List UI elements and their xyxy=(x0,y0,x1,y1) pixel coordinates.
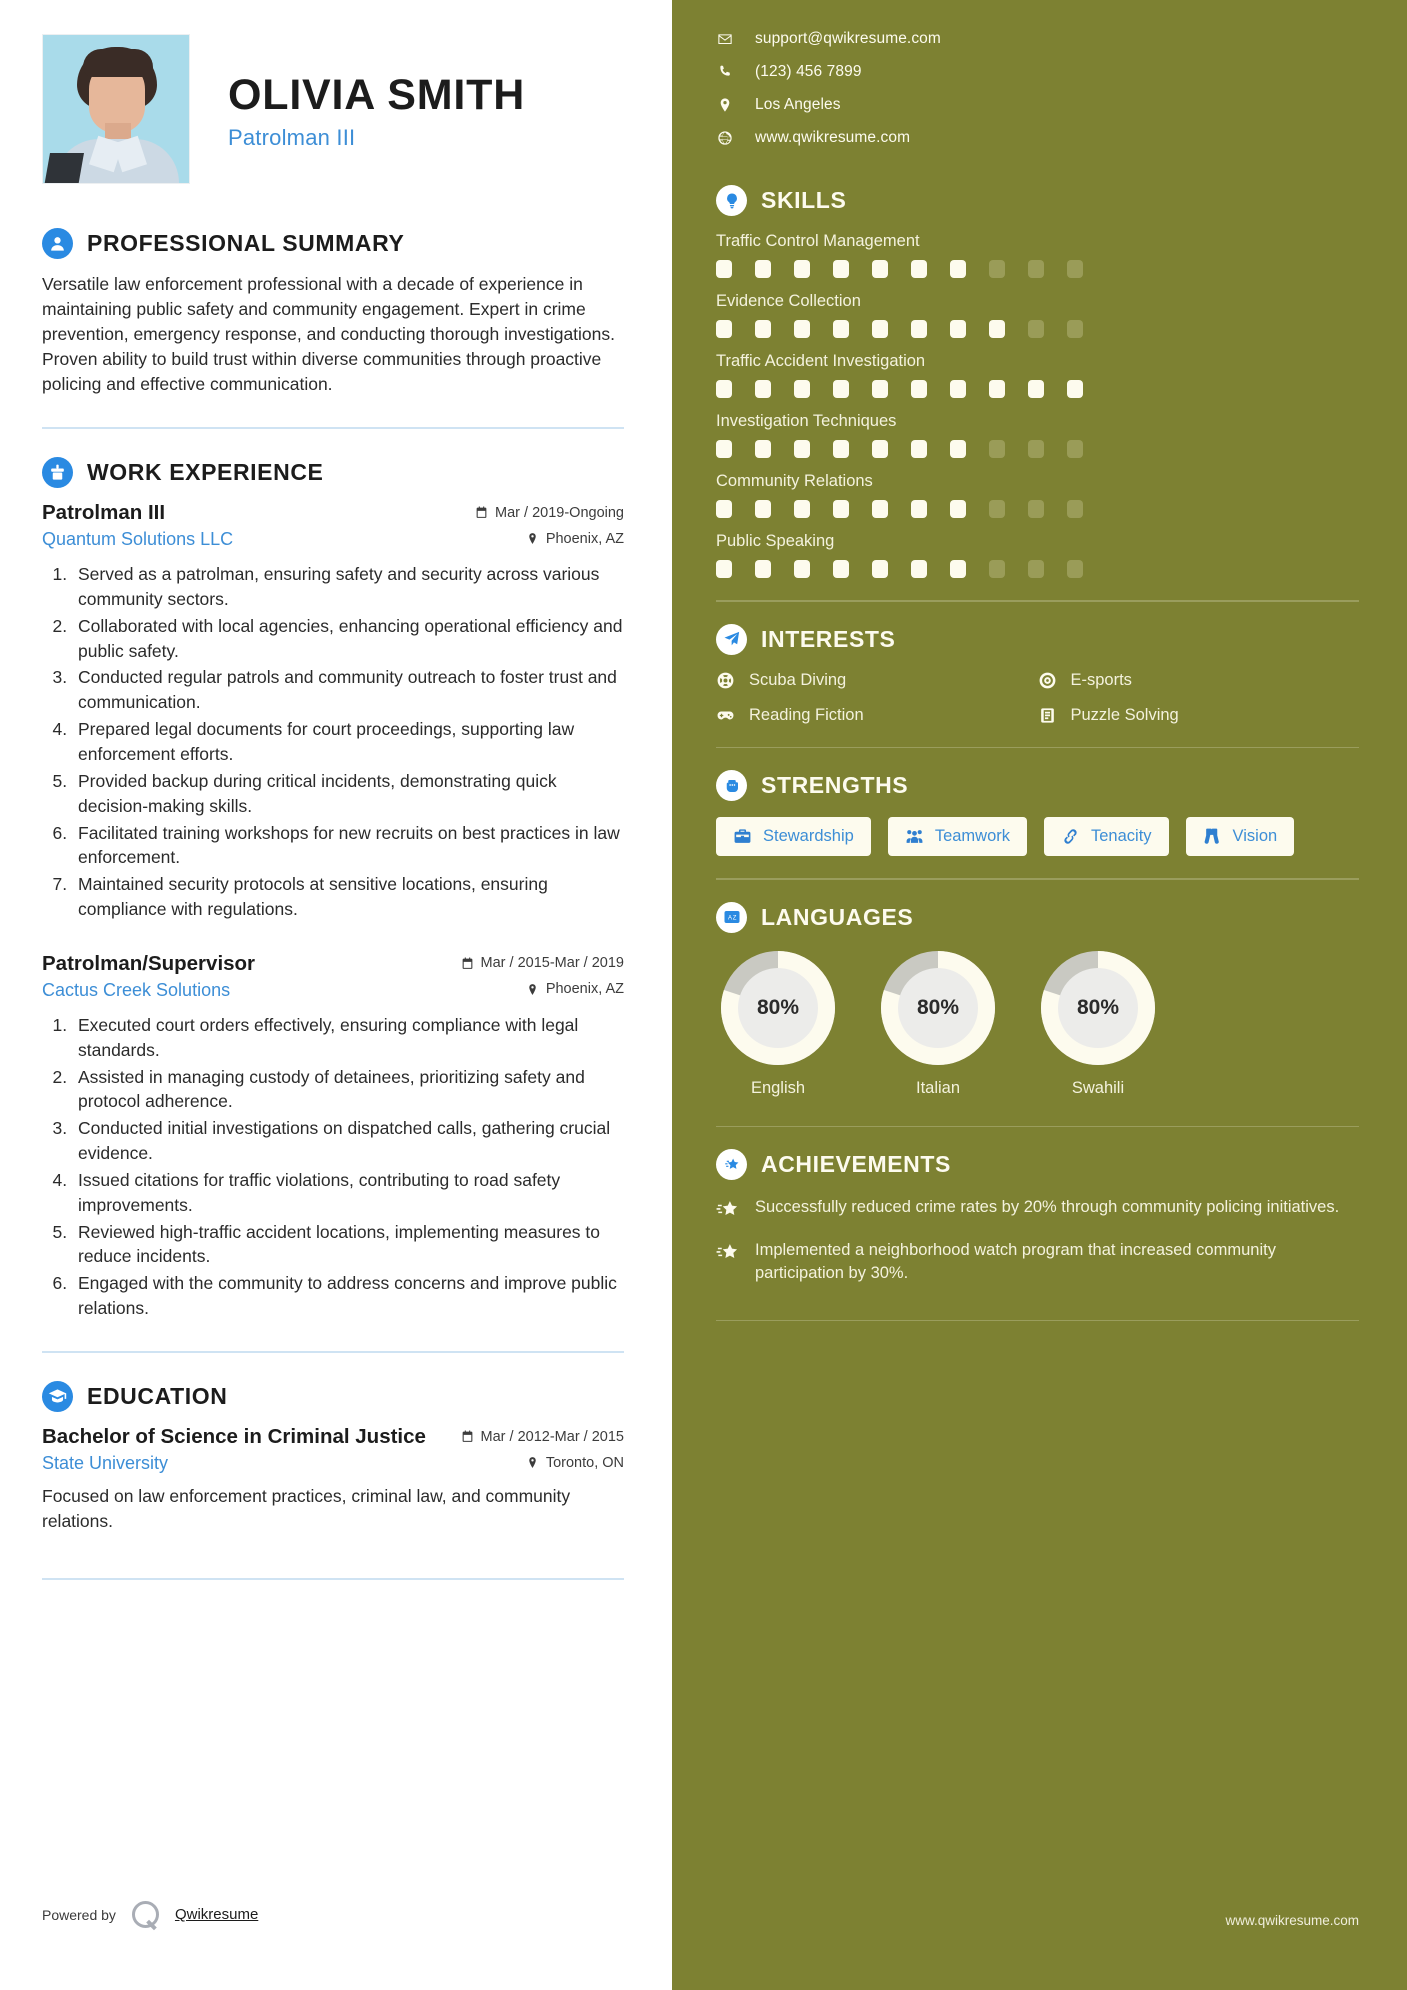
strength-label: Tenacity xyxy=(1091,827,1152,845)
language-percent: 80% xyxy=(738,968,818,1048)
main-column xyxy=(0,0,672,1990)
toolbox-icon xyxy=(733,827,752,846)
section-header-strengths xyxy=(716,770,1359,801)
professional-summary-section xyxy=(42,228,624,397)
section-title: EDUCATION xyxy=(87,1383,228,1410)
section-title: LANGUAGES xyxy=(761,903,914,930)
skill-item xyxy=(716,352,1359,398)
language-label: Italian xyxy=(915,1078,961,1097)
job-location-text: Phoenix, AZ xyxy=(545,981,624,998)
candidate-role: Patrolman III xyxy=(228,125,356,151)
section-header-skills xyxy=(716,185,1359,216)
calendar-icon xyxy=(461,957,474,970)
star-badge-icon xyxy=(716,1149,747,1180)
languages-section xyxy=(716,902,1359,1098)
strength-chip xyxy=(888,817,1027,856)
language-progress-ring xyxy=(719,949,837,1067)
job-entry xyxy=(42,952,624,1321)
contact-list xyxy=(716,30,1359,147)
section-title: PROFESSIONAL SUMMARY xyxy=(87,230,405,256)
language-progress-ring xyxy=(1039,949,1157,1067)
interest-item xyxy=(1038,706,1360,725)
contact-email-text: support@qwikresume.com xyxy=(755,30,941,47)
map-pin-icon xyxy=(526,983,539,996)
language-item xyxy=(716,949,840,1098)
work-experience-section xyxy=(42,457,624,1321)
skill-name: Evidence Collection xyxy=(716,292,861,310)
skill-name: Investigation Techniques xyxy=(716,412,897,430)
skill-name: Community Relations xyxy=(716,472,873,490)
skills-section xyxy=(716,185,1359,578)
fist-icon xyxy=(716,770,747,801)
strengths-list xyxy=(716,817,1359,856)
globe-icon xyxy=(716,130,733,146)
section-title: ACHIEVEMENTS xyxy=(761,1151,951,1177)
sidebar-divider xyxy=(716,1320,1359,1322)
job-entry xyxy=(42,501,624,922)
skill-name: Traffic Accident Investigation xyxy=(716,352,926,370)
languages-list xyxy=(716,949,1359,1098)
binoculars-icon xyxy=(1203,827,1222,846)
job-bullet: 1. Served as a patrolman, ensuring safety and security across various community sectors. xyxy=(72,562,624,612)
interest-item xyxy=(1038,671,1360,690)
gamepad-icon xyxy=(716,706,735,725)
strength-chip xyxy=(1044,817,1169,856)
language-item xyxy=(1036,949,1160,1098)
job-dates-text: Mar / 2019-Ongoing xyxy=(495,504,624,521)
achievement-item xyxy=(716,1239,1359,1286)
qwikresume-logo-icon xyxy=(132,1901,159,1928)
profile-photo xyxy=(42,34,190,184)
strengths-section xyxy=(716,770,1359,856)
education-degree: Bachelor of Science in Criminal Justice xyxy=(42,1425,426,1449)
name-block xyxy=(228,67,525,152)
calendar-icon xyxy=(461,1430,474,1443)
strength-label: Teamwork xyxy=(934,827,1010,845)
skill-name: Public Speaking xyxy=(716,532,835,550)
achievement-item xyxy=(716,1196,1359,1221)
contact-location xyxy=(716,96,1359,114)
job-company: Quantum Solutions LLC xyxy=(42,529,234,550)
achievement-text: Implemented a neighborhood watch program that increased community participation by 30%. xyxy=(755,1241,1276,1283)
skill-rating xyxy=(716,260,1359,278)
section-header-languages xyxy=(716,902,1359,933)
skill-item xyxy=(716,292,1359,338)
job-bullet: 4. Prepared legal documents for court proceedings, supporting law enforcement efforts. xyxy=(72,717,624,767)
section-divider xyxy=(42,1351,624,1353)
job-bullet: 1. Executed court orders effectively, ensuring compliance with legal standards. xyxy=(72,1013,624,1063)
skill-item xyxy=(716,412,1359,458)
language-progress-ring xyxy=(879,949,997,1067)
education-description: Focused on law enforcement practices, criminal law, and community relations. xyxy=(42,1486,571,1531)
skill-rating xyxy=(716,320,1359,338)
section-title: INTERESTS xyxy=(761,625,896,652)
phone-icon xyxy=(716,64,733,80)
job-bullet: 6. Facilitated training workshops for new recruits on best practices in law enforcement. xyxy=(72,821,624,871)
interests-section xyxy=(716,624,1359,725)
strength-label: Vision xyxy=(1232,827,1278,845)
education-dates-text: Mar / 2012-Mar / 2015 xyxy=(480,1428,624,1445)
resume-header xyxy=(42,34,624,184)
svg-text:A: A xyxy=(727,915,732,922)
language-item xyxy=(876,949,1000,1098)
contact-phone-text: (123) 456 7899 xyxy=(755,63,862,80)
job-bullet: 5. Reviewed high-traffic accident locations, implementing measures to reduce incidents. xyxy=(72,1220,624,1270)
contact-phone[interactable] xyxy=(716,63,1359,81)
interest-label: E-sports xyxy=(1070,670,1132,689)
skill-rating xyxy=(716,500,1359,518)
life-ring-icon xyxy=(716,671,735,690)
contact-email[interactable] xyxy=(716,30,1359,48)
powered-by-label: Powered by xyxy=(42,1906,116,1923)
job-title: Patrolman III xyxy=(42,501,166,525)
interest-label: Reading Fiction xyxy=(749,705,864,724)
calendar-icon xyxy=(475,506,488,519)
sidebar-divider xyxy=(716,600,1359,602)
footer-branding xyxy=(42,1901,258,1928)
education-location xyxy=(526,1455,624,1471)
esports-icon xyxy=(1038,671,1057,690)
puzzle-icon xyxy=(1038,706,1057,725)
envelope-icon xyxy=(716,31,733,47)
interest-label: Scuba Diving xyxy=(749,670,847,689)
job-bullet: 3. Conducted initial investigations on dispatched calls, gathering crucial evidence. xyxy=(72,1116,624,1166)
graduation-cap-icon xyxy=(42,1381,73,1412)
skill-item xyxy=(716,232,1359,278)
job-bullet: 3. Conducted regular patrols and community outreach to foster trust and communication. xyxy=(72,665,624,715)
sidebar-divider xyxy=(716,747,1359,749)
skill-rating xyxy=(716,560,1359,578)
interest-label: Puzzle Solving xyxy=(1070,705,1179,724)
skill-item xyxy=(716,532,1359,578)
lightbulb-icon xyxy=(716,185,747,216)
section-header-interests xyxy=(716,624,1359,655)
language-label: English xyxy=(750,1078,806,1097)
interests-grid xyxy=(716,671,1359,725)
shooting-star-icon xyxy=(716,1241,739,1264)
job-bullet: 2. Collaborated with local agencies, enhancing operational efficiency and public safety. xyxy=(72,614,624,664)
contact-website-text: www.qwikresume.com xyxy=(755,129,911,146)
shooting-star-icon xyxy=(716,1198,739,1221)
job-location xyxy=(526,981,624,997)
section-title: STRENGTHS xyxy=(761,772,909,798)
sidebar-column xyxy=(672,0,1407,1990)
language-label: Swahili xyxy=(1071,1078,1125,1097)
user-circle-icon xyxy=(42,228,73,259)
sidebar-divider xyxy=(716,878,1359,880)
qwikresume-brand-link[interactable]: Qwikresume xyxy=(174,1906,259,1923)
translate-icon xyxy=(716,902,747,933)
job-bullet: 6. Engaged with the community to address concerns and improve public relations. xyxy=(72,1271,624,1321)
job-location-text: Phoenix, AZ xyxy=(545,530,624,547)
strength-chip xyxy=(1186,817,1295,856)
job-bullets xyxy=(72,562,624,922)
language-percent: 80% xyxy=(1058,968,1138,1048)
strength-chip xyxy=(716,817,871,856)
skill-item xyxy=(716,472,1359,518)
job-location xyxy=(526,531,624,547)
section-divider xyxy=(42,427,624,429)
briefcase-badge-icon xyxy=(42,457,73,488)
job-bullet: 5. Provided backup during critical incidents, demonstrating quick decision-making skills. xyxy=(72,769,624,819)
job-company: Cactus Creek Solutions xyxy=(42,979,231,1000)
job-bullet: 4. Issued citations for traffic violations, contributing to road safety improvements. xyxy=(72,1168,624,1218)
link-icon xyxy=(1061,827,1080,846)
interest-item xyxy=(716,706,1038,725)
location-pin-icon xyxy=(716,97,733,113)
team-icon xyxy=(905,827,924,846)
candidate-name: OLIVIA SMITH xyxy=(228,70,526,119)
interest-item xyxy=(716,671,1038,690)
contact-website[interactable] xyxy=(716,129,1359,147)
sidebar-divider xyxy=(716,1126,1359,1128)
job-bullets xyxy=(72,1013,624,1321)
section-title: SKILLS xyxy=(761,187,847,213)
section-divider xyxy=(42,1578,624,1580)
map-pin-icon xyxy=(526,1456,539,1469)
job-dates xyxy=(475,505,624,521)
summary-text: Versatile law enforcement professional with a decade of experience in maintaining public safety and community engagement. Expert in crime prevention, emergency response, and conducting thorough investigations. Proven ability to build trust within diverse communities through proactive policing and effective communication. xyxy=(42,274,616,395)
achievement-text: Successfully reduced crime rates by 20% through community policing initiatives. xyxy=(755,1198,1340,1216)
education-location-text: Toronto, ON xyxy=(545,1454,624,1471)
section-header-work xyxy=(42,457,624,488)
job-title: Patrolman/Supervisor xyxy=(42,951,256,975)
map-pin-icon xyxy=(526,532,539,545)
section-header-education xyxy=(42,1381,624,1412)
job-dates xyxy=(461,955,624,971)
education-school: State University xyxy=(42,1453,169,1474)
achievements-section xyxy=(716,1149,1359,1286)
strength-label: Stewardship xyxy=(763,827,854,845)
skill-rating xyxy=(716,380,1359,398)
job-dates-text: Mar / 2015-Mar / 2019 xyxy=(480,955,624,972)
job-bullet: 7. Maintained security protocols at sensitive locations, ensuring compliance with regulations. xyxy=(72,872,624,922)
contact-location-text: Los Angeles xyxy=(755,96,841,113)
skill-name: Traffic Control Management xyxy=(716,232,920,250)
education-section xyxy=(42,1381,624,1534)
job-bullet: 2. Assisted in managing custody of detainees, prioritizing safety and protocol adherence. xyxy=(72,1065,624,1115)
paper-plane-icon xyxy=(716,624,747,655)
education-dates xyxy=(461,1429,624,1445)
language-percent: 80% xyxy=(898,968,978,1048)
section-title: WORK EXPERIENCE xyxy=(87,459,324,486)
svg-text:Z: Z xyxy=(732,915,736,922)
section-header-achievements xyxy=(716,1149,1359,1180)
skill-rating xyxy=(716,440,1359,458)
section-header-summary xyxy=(42,228,624,259)
sidebar-website-footer: www.qwikresume.com xyxy=(1225,1913,1359,1928)
